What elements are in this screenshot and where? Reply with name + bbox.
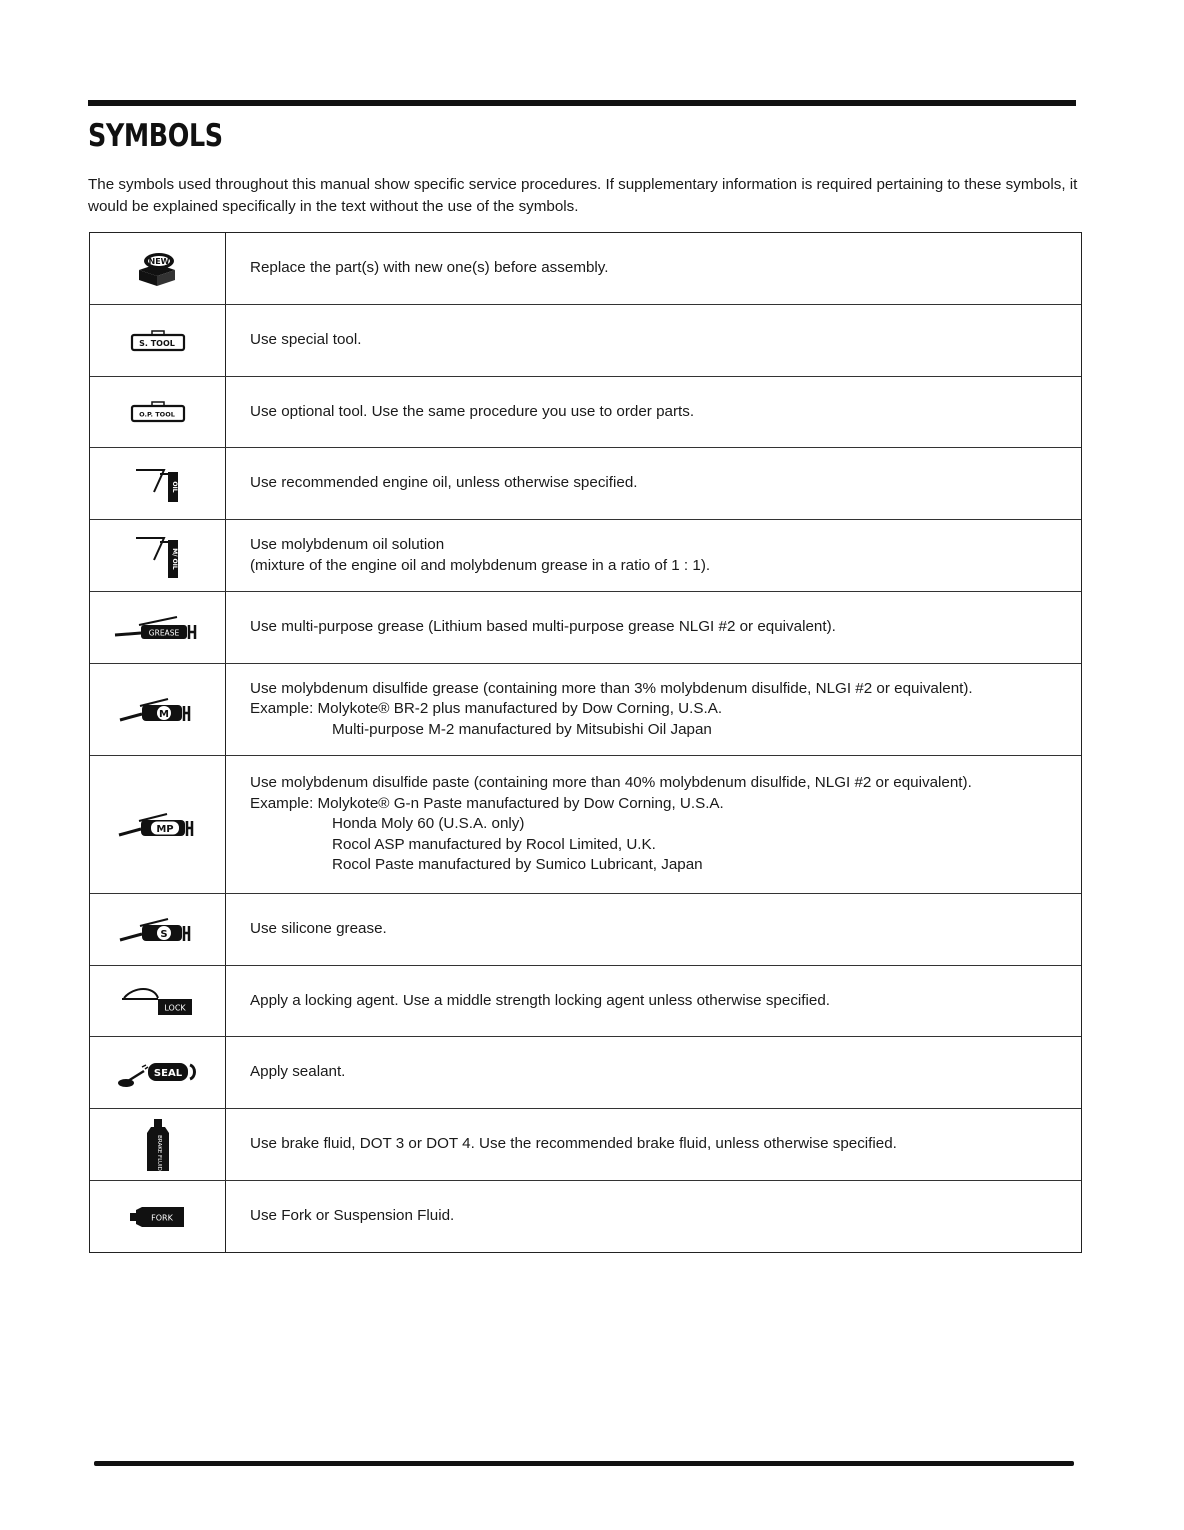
description-cell — [226, 756, 1081, 893]
oil-icon-text: OIL — [170, 480, 178, 493]
icon-cell — [90, 448, 226, 519]
fork-fluid-icon — [128, 1204, 188, 1230]
description-cell — [226, 520, 1081, 591]
bottom-rule — [94, 1461, 1074, 1466]
special-tool-icon — [130, 330, 186, 352]
icon-cell — [90, 520, 226, 591]
table-row — [90, 756, 1081, 894]
icon-cell — [90, 664, 226, 755]
description-line: Rocol Paste manufactured by Sumico Lubricant, Japan — [332, 856, 703, 874]
description-line: Rocol ASP manufactured by Rocol Limited, U.K. — [332, 835, 656, 853]
description-cell — [226, 1109, 1081, 1180]
description-cell — [226, 966, 1081, 1036]
icon-cell — [90, 756, 226, 893]
grease-icon — [113, 613, 203, 643]
intro-paragraph: The symbols used throughout this manual show specific service procedures. If supplementary information is required pertaining to these symbols, it would be explained specifically in the text without the use of the symbols. — [88, 176, 1078, 215]
icon-cell — [90, 592, 226, 663]
table-row — [90, 592, 1081, 664]
icon-cell — [90, 894, 226, 965]
description-line: Honda Moly 60 (U.S.A. only) — [332, 815, 525, 833]
description-cell — [226, 305, 1081, 376]
description-line: Example: Molykote® G-n Paste manufactured by Dow Corning, U.S.A. — [250, 794, 724, 812]
table-row — [90, 233, 1081, 305]
new-part-icon — [135, 250, 181, 288]
op-tool-icon-text: O.P. TOOL — [138, 410, 175, 419]
description-line: Use special tool. — [250, 331, 362, 349]
icon-cell — [90, 377, 226, 447]
s-icon-text: S — [159, 928, 168, 940]
description-line: Use silicone grease. — [250, 920, 387, 938]
engine-oil-icon — [130, 464, 186, 504]
fork-icon-text: FORK — [150, 1213, 173, 1222]
page-title: SYMBOLS — [88, 118, 223, 154]
table-row — [90, 448, 1081, 520]
description-cell — [226, 377, 1081, 447]
silicone-grease-icon — [118, 914, 198, 946]
locking-agent-icon — [120, 984, 196, 1018]
seal-icon-text: SEAL — [153, 1067, 182, 1079]
description-line: Replace the part(s) with new one(s) before assembly. — [250, 259, 609, 277]
table-row — [90, 377, 1081, 448]
table-row — [90, 520, 1081, 592]
description-line: Apply a locking agent. Use a middle strength locking agent unless otherwise specified. — [250, 991, 830, 1009]
description-line: Use brake fluid, DOT 3 or DOT 4. Use the recommended brake fluid, unless otherwise specified. — [250, 1135, 897, 1153]
description-cell — [226, 448, 1081, 519]
description-line: Apply sealant. — [250, 1063, 346, 1081]
mp-icon-text: MP — [155, 823, 174, 835]
top-rule — [88, 100, 1076, 106]
table-row — [90, 305, 1081, 377]
table-row — [90, 966, 1081, 1037]
brake-fluid-icon — [143, 1117, 173, 1173]
description-line: Example: Molykote® BR-2 plus manufactured by Dow Corning, U.S.A. — [250, 700, 723, 718]
icon-cell — [90, 1037, 226, 1108]
molybdenum-oil-icon — [130, 532, 186, 580]
description-cell — [226, 894, 1081, 965]
description-cell — [226, 592, 1081, 663]
description-cell — [226, 664, 1081, 755]
lock-icon-text: LOCK — [163, 1003, 186, 1013]
table-row — [90, 1037, 1081, 1109]
description-line: Use molybdenum disulfide paste (containing more than 40% molybdenum disulfide, NLGI #2 or equivalent). — [250, 774, 972, 792]
molybdenum-grease-icon — [118, 694, 198, 726]
icon-cell — [90, 1109, 226, 1180]
description-line: Use multi-purpose grease (Lithium based multi-purpose grease NLGI #2 or equivalent). — [250, 618, 836, 636]
description-cell — [226, 233, 1081, 304]
description-line: Multi-purpose M-2 manufactured by Mitsubishi Oil Japan — [332, 720, 712, 738]
m-icon-text: M — [158, 708, 169, 720]
icon-cell — [90, 1181, 226, 1252]
symbols-table — [89, 232, 1082, 1253]
table-row — [90, 664, 1081, 756]
sealant-icon — [116, 1057, 200, 1089]
description-line: Use Fork or Suspension Fluid. — [250, 1207, 455, 1225]
table-row — [90, 894, 1081, 966]
icon-cell — [90, 233, 226, 304]
molybdenum-paste-icon — [117, 809, 199, 841]
description-cell — [226, 1181, 1081, 1252]
description-cell — [226, 1037, 1081, 1108]
table-row — [90, 1109, 1081, 1181]
brake-fluid-icon-text: BRAKE FLUID — [155, 1134, 162, 1171]
description-line: Use molybdenum disulfide grease (containing more than 3% molybdenum disulfide, NLGI #2 or equivalent). — [250, 679, 973, 697]
s-tool-icon-text: S. TOOL — [138, 338, 175, 348]
description-line: Use recommended engine oil, unless otherwise specified. — [250, 474, 638, 492]
new-icon-text: NEW — [148, 256, 169, 266]
icon-cell — [90, 305, 226, 376]
optional-tool-icon — [130, 401, 186, 423]
description-line: (mixture of the engine oil and molybdenum grease in a ratio of 1 : 1). — [250, 556, 711, 574]
description-line: Use optional tool. Use the same procedure you use to order parts. — [250, 402, 695, 420]
icon-cell — [90, 966, 226, 1036]
table-row — [90, 1181, 1081, 1252]
grease-icon-text: GREASE — [148, 628, 179, 637]
description-line: Use molybdenum oil solution — [250, 536, 445, 553]
moly-oil-icon-text: M/ OIL — [170, 547, 178, 570]
